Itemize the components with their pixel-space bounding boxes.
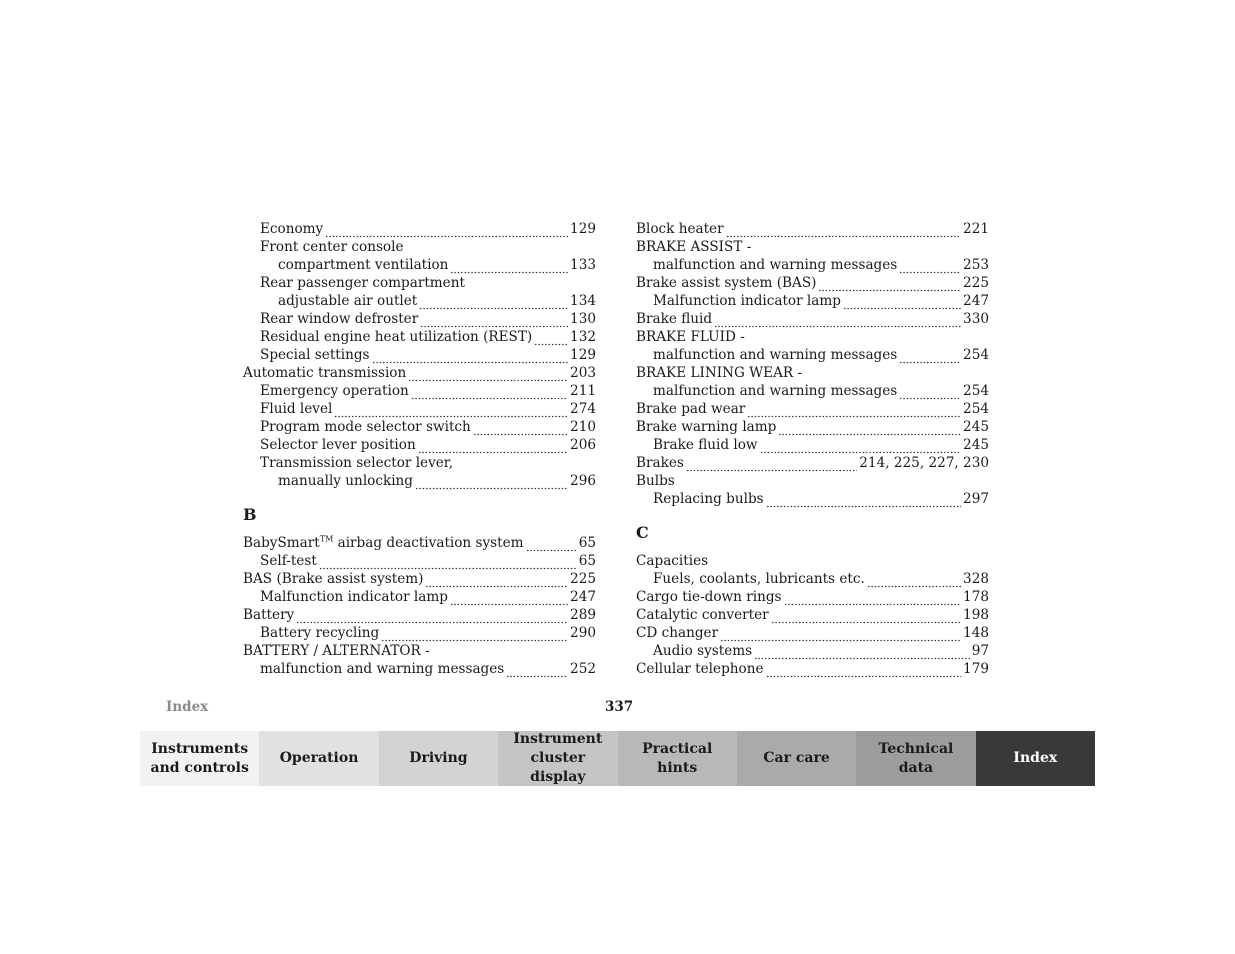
index-entry[interactable]: [636, 625, 989, 642]
dot-leader: [766, 496, 961, 508]
index-page-ref[interactable]: 65: [578, 535, 596, 551]
dot-leader: [526, 540, 577, 552]
index-entry-text: [636, 311, 712, 328]
index-entry[interactable]: [243, 383, 596, 400]
index-entry-term: Audio systems: [653, 643, 753, 659]
index-entry-text: [653, 491, 764, 508]
dot-leader: [372, 352, 569, 364]
index-entry-text: [260, 589, 448, 606]
dot-leader: [771, 612, 961, 624]
index-entry-text: [278, 473, 413, 490]
index-entry[interactable]: [243, 571, 596, 588]
index-page-ref[interactable]: 245: [963, 419, 989, 435]
index-entry[interactable]: [243, 257, 596, 274]
dot-leader: [473, 424, 568, 436]
index-entry-term: Brakes: [636, 455, 684, 471]
index-entry[interactable]: [243, 419, 596, 436]
index-entry-term: Rear window defroster: [260, 311, 419, 327]
index-entry-text: [260, 661, 504, 678]
index-entry-text: [260, 419, 471, 436]
index-entry[interactable]: [636, 643, 989, 660]
index-entry-text: [636, 589, 782, 606]
index-heading: Rear passenger compartment: [260, 275, 465, 291]
index-entry-text: [260, 553, 317, 570]
index-entry[interactable]: [636, 607, 989, 624]
index-page-ref[interactable]: 297: [963, 491, 989, 507]
index-column-left: [243, 221, 596, 679]
index-entry-text: [260, 347, 370, 364]
index-entry[interactable]: [636, 401, 989, 418]
index-entry-text: [260, 311, 418, 328]
dot-leader: [450, 262, 568, 274]
index-entry-text: [653, 347, 897, 364]
index-letter-heading: B: [243, 505, 257, 524]
index-page-ref[interactable]: 206: [570, 437, 596, 453]
index-column-right: [636, 221, 989, 679]
index-entry[interactable]: [243, 607, 596, 624]
dot-leader: [419, 298, 568, 310]
index-page-ref[interactable]: 225: [963, 275, 989, 291]
index-entry[interactable]: [636, 589, 989, 606]
index-page-ref[interactable]: 133: [570, 257, 596, 273]
index-page-ref[interactable]: 254: [963, 401, 989, 417]
index-page-ref[interactable]: 211: [570, 383, 596, 399]
index-entry-text: [260, 437, 416, 454]
nav-tab-practical-hints[interactable]: [618, 731, 737, 786]
dot-leader: [843, 298, 961, 310]
index-entry-text: [243, 535, 524, 552]
index-entry-term: Brake assist system (BAS): [636, 275, 817, 291]
nav-tab-index[interactable]: [976, 731, 1095, 786]
index-entry-text: [653, 257, 897, 274]
index-page-ref[interactable]: 254: [963, 383, 989, 399]
index-entry-term: Self-test: [260, 553, 317, 569]
nav-tab-driving[interactable]: [379, 731, 498, 786]
dot-leader: [714, 316, 961, 328]
index-heading: Bulbs: [636, 473, 675, 489]
index-entry-term: Brake warning lamp: [636, 419, 777, 435]
index-entry-text: [260, 625, 379, 642]
index-entry[interactable]: [243, 293, 596, 310]
index-entry[interactable]: [636, 661, 989, 678]
index-entry-text: [653, 643, 752, 660]
index-entry-term: Brake pad wear: [636, 401, 746, 417]
dot-leader: [534, 334, 568, 346]
index-entry-term: Cargo tie-down rings: [636, 589, 782, 605]
nav-tab-operation[interactable]: [259, 731, 378, 786]
index-entry[interactable]: [243, 535, 596, 552]
index-page-ref[interactable]: 253: [963, 257, 989, 273]
dot-leader: [686, 460, 857, 472]
index-entry-text: [636, 221, 724, 238]
nav-tab-car-care[interactable]: [737, 731, 856, 786]
index-entry-text: [243, 571, 423, 588]
index-page-ref[interactable]: 179: [963, 661, 989, 677]
index-entry[interactable]: [243, 437, 596, 454]
index-page-ref[interactable]: 198: [963, 607, 989, 623]
index-entry-text: [636, 607, 769, 624]
index-entry[interactable]: [243, 661, 596, 678]
index-entry[interactable]: [243, 221, 596, 238]
section-gap: [243, 491, 596, 505]
index-page-ref[interactable]: 296: [570, 473, 596, 489]
index-entry[interactable]: [243, 329, 596, 346]
index-entry[interactable]: [243, 311, 596, 328]
index-entry-term: BAS (Brake assist system): [243, 571, 424, 587]
nav-tab-label: Car care: [763, 750, 830, 766]
dot-leader: [726, 226, 961, 238]
index-page-ref[interactable]: 132: [570, 329, 596, 345]
index-entry-term: BabySmart: [243, 535, 320, 551]
dot-leader: [418, 442, 568, 454]
index-entry-term: manually unlocking: [278, 473, 414, 489]
index-page-ref[interactable]: 130: [570, 311, 596, 327]
dot-leader: [450, 594, 568, 606]
dot-leader: [754, 648, 970, 660]
index-heading: Capacities: [636, 553, 709, 569]
index-entry-term: adjustable air outlet: [278, 293, 418, 309]
index-entry-term: CD changer: [636, 625, 719, 641]
index-entry-text: [653, 293, 841, 310]
index-entry[interactable]: [243, 365, 596, 382]
section-gap: [636, 509, 989, 523]
dot-leader: [778, 424, 961, 436]
index-entry[interactable]: [243, 401, 596, 418]
nav-tab-technical-data[interactable]: [856, 731, 975, 786]
index-page-ref[interactable]: 97: [971, 643, 989, 659]
dot-leader: [899, 262, 961, 274]
index-entry-term: Program mode selector switch: [260, 419, 471, 435]
index-entry[interactable]: [636, 455, 989, 472]
index-letter-heading: C: [636, 523, 649, 542]
index-entry-text: [636, 275, 816, 292]
index-page-ref[interactable]: 65: [578, 553, 596, 569]
index-entry-term: Malfunction indicator lamp: [653, 293, 841, 309]
dot-leader: [334, 406, 568, 418]
dot-leader: [420, 316, 568, 328]
index-entry-term: Fuels, coolants, lubricants etc.: [653, 571, 865, 587]
index-entry-term: malfunction and warning messages: [653, 347, 898, 363]
nav-tab-instrument-cluster-display[interactable]: [498, 731, 617, 786]
index-entry-text: [653, 571, 865, 588]
index-entry-text: [260, 383, 409, 400]
index-entry-text: [636, 401, 745, 418]
index-entry[interactable]: [636, 383, 989, 400]
trademark-superscript: TM: [319, 534, 334, 544]
dot-leader: [411, 388, 568, 400]
index-page-ref[interactable]: 252: [570, 661, 596, 677]
index-heading: BRAKE LINING WEAR -: [636, 365, 803, 381]
dot-leader: [899, 388, 961, 400]
index-page-ref[interactable]: 129: [570, 221, 596, 237]
index-entry-text: [278, 257, 448, 274]
dot-leader: [415, 478, 568, 490]
nav-tab-instruments-and-controls[interactable]: [140, 731, 259, 786]
nav-tab-label: Driving: [409, 750, 468, 766]
index-heading: BRAKE FLUID -: [636, 329, 745, 345]
index-page-ref[interactable]: 210: [570, 419, 596, 435]
index-entry-term: Fluid level: [260, 401, 333, 417]
index-entry-term: malfunction and warning messages: [653, 383, 898, 399]
index-heading: BATTERY / ALTERNATOR -: [243, 643, 430, 659]
index-page-ref[interactable]: 328: [963, 571, 989, 587]
dot-leader: [747, 406, 961, 418]
index-entry-term: Brake fluid low: [653, 437, 758, 453]
index-entry[interactable]: [243, 625, 596, 642]
index-entry[interactable]: [636, 275, 989, 292]
index-entry-term: malfunction and warning messages: [653, 257, 898, 273]
dot-leader: [408, 370, 568, 382]
index-entry[interactable]: [243, 589, 596, 606]
index-entry-text: [243, 365, 406, 382]
nav-tab-label: Operation: [279, 750, 359, 766]
index-page-ref[interactable]: 289: [570, 607, 596, 623]
nav-tab-label: Technical data: [878, 740, 954, 776]
index-entry-term: malfunction and warning messages: [260, 661, 505, 677]
index-entry-text: [653, 437, 758, 454]
index-page-ref[interactable]: 254: [963, 347, 989, 363]
dot-leader: [899, 352, 961, 364]
index-page-ref[interactable]: 225: [570, 571, 596, 587]
index-entry-term: Residual engine heat utilization (REST): [260, 329, 533, 345]
index-entry-term: Emergency operation: [260, 383, 409, 399]
index-entry-text: [636, 419, 776, 436]
index-entry[interactable]: [636, 257, 989, 274]
index-entry-term: Selector lever position: [260, 437, 416, 453]
index-entry[interactable]: [636, 437, 989, 454]
index-page-ref[interactable]: 148: [963, 625, 989, 641]
index-entry-term: Malfunction indicator lamp: [260, 589, 448, 605]
index-page-ref[interactable]: 134: [570, 293, 596, 309]
dot-leader: [381, 630, 568, 642]
index-heading: BRAKE ASSIST -: [636, 239, 752, 255]
index-entry-term: Catalytic converter: [636, 607, 769, 623]
dot-leader: [425, 576, 568, 588]
index-entry-term-continued: airbag deactivation system: [333, 535, 524, 551]
nav-tab-label: Instruments and controls: [150, 740, 249, 776]
dot-leader: [766, 666, 962, 678]
index-page-ref[interactable]: 290: [570, 625, 596, 641]
index-entry[interactable]: [243, 347, 596, 364]
section-nav-bar: [140, 731, 1095, 786]
dot-leader: [506, 666, 568, 678]
index-page-ref[interactable]: 247: [570, 589, 596, 605]
dot-leader: [760, 442, 961, 454]
index-entry-term: compartment ventilation: [278, 257, 449, 273]
index-entry-term: Brake fluid: [636, 311, 713, 327]
nav-tab-label: Practical hints: [642, 740, 713, 776]
index-entry-term: Battery: [243, 607, 295, 623]
page-number: 337: [605, 699, 634, 715]
index-entry[interactable]: [636, 347, 989, 364]
index-entry-term: Block heater: [636, 221, 724, 237]
dot-leader: [319, 558, 577, 570]
index-page-ref[interactable]: 214, 225, 227, 230: [859, 455, 989, 471]
index-entry[interactable]: [636, 419, 989, 436]
index-page-ref[interactable]: 203: [570, 365, 596, 381]
index-entry[interactable]: [636, 571, 989, 588]
index-entry-term: Special settings: [260, 347, 370, 363]
index-entry-term: Economy: [260, 221, 324, 237]
index-entry-text: [243, 607, 294, 624]
dot-leader: [784, 594, 962, 606]
index-entry-text: [636, 661, 764, 678]
index-page-ref[interactable]: 274: [570, 401, 596, 417]
index-entry[interactable]: [243, 473, 596, 490]
index-entry-text: [260, 221, 323, 238]
dot-leader: [818, 280, 961, 292]
index-entry-text: [636, 455, 684, 472]
dot-leader: [867, 576, 961, 588]
nav-tab-label: Instrument cluster display: [513, 731, 603, 785]
dot-leader: [296, 612, 568, 624]
index-entry-text: [260, 401, 332, 418]
index-entry-term: Automatic transmission: [243, 365, 407, 381]
index-entry[interactable]: [636, 221, 989, 238]
dot-leader: [325, 226, 568, 238]
index-entry[interactable]: [636, 311, 989, 328]
index-page-ref[interactable]: 247: [963, 293, 989, 309]
index-entry-text: [278, 293, 417, 310]
index-entry[interactable]: [636, 293, 989, 310]
index-entry-term: Cellular telephone: [636, 661, 764, 677]
index-entry-term: Battery recycling: [260, 625, 380, 641]
index-page-ref[interactable]: 129: [570, 347, 596, 363]
index-page-ref[interactable]: 330: [963, 311, 989, 327]
index-entry-text: [653, 383, 897, 400]
index-page-ref[interactable]: 178: [963, 589, 989, 605]
index-heading: Transmission selector lever,: [260, 455, 454, 471]
dot-leader: [720, 630, 961, 642]
nav-tab-label: Index: [1013, 750, 1058, 766]
index-heading: Front center console: [260, 239, 404, 255]
index-entry-text: [260, 329, 532, 346]
index-entry-text: [636, 625, 718, 642]
index-entry[interactable]: [636, 491, 989, 508]
index-page-ref[interactable]: 245: [963, 437, 989, 453]
index-page-ref[interactable]: 221: [963, 221, 989, 237]
footer-section-label: Index: [166, 699, 209, 715]
index-entry[interactable]: [243, 553, 596, 570]
index-entry-term: Replacing bulbs: [653, 491, 764, 507]
